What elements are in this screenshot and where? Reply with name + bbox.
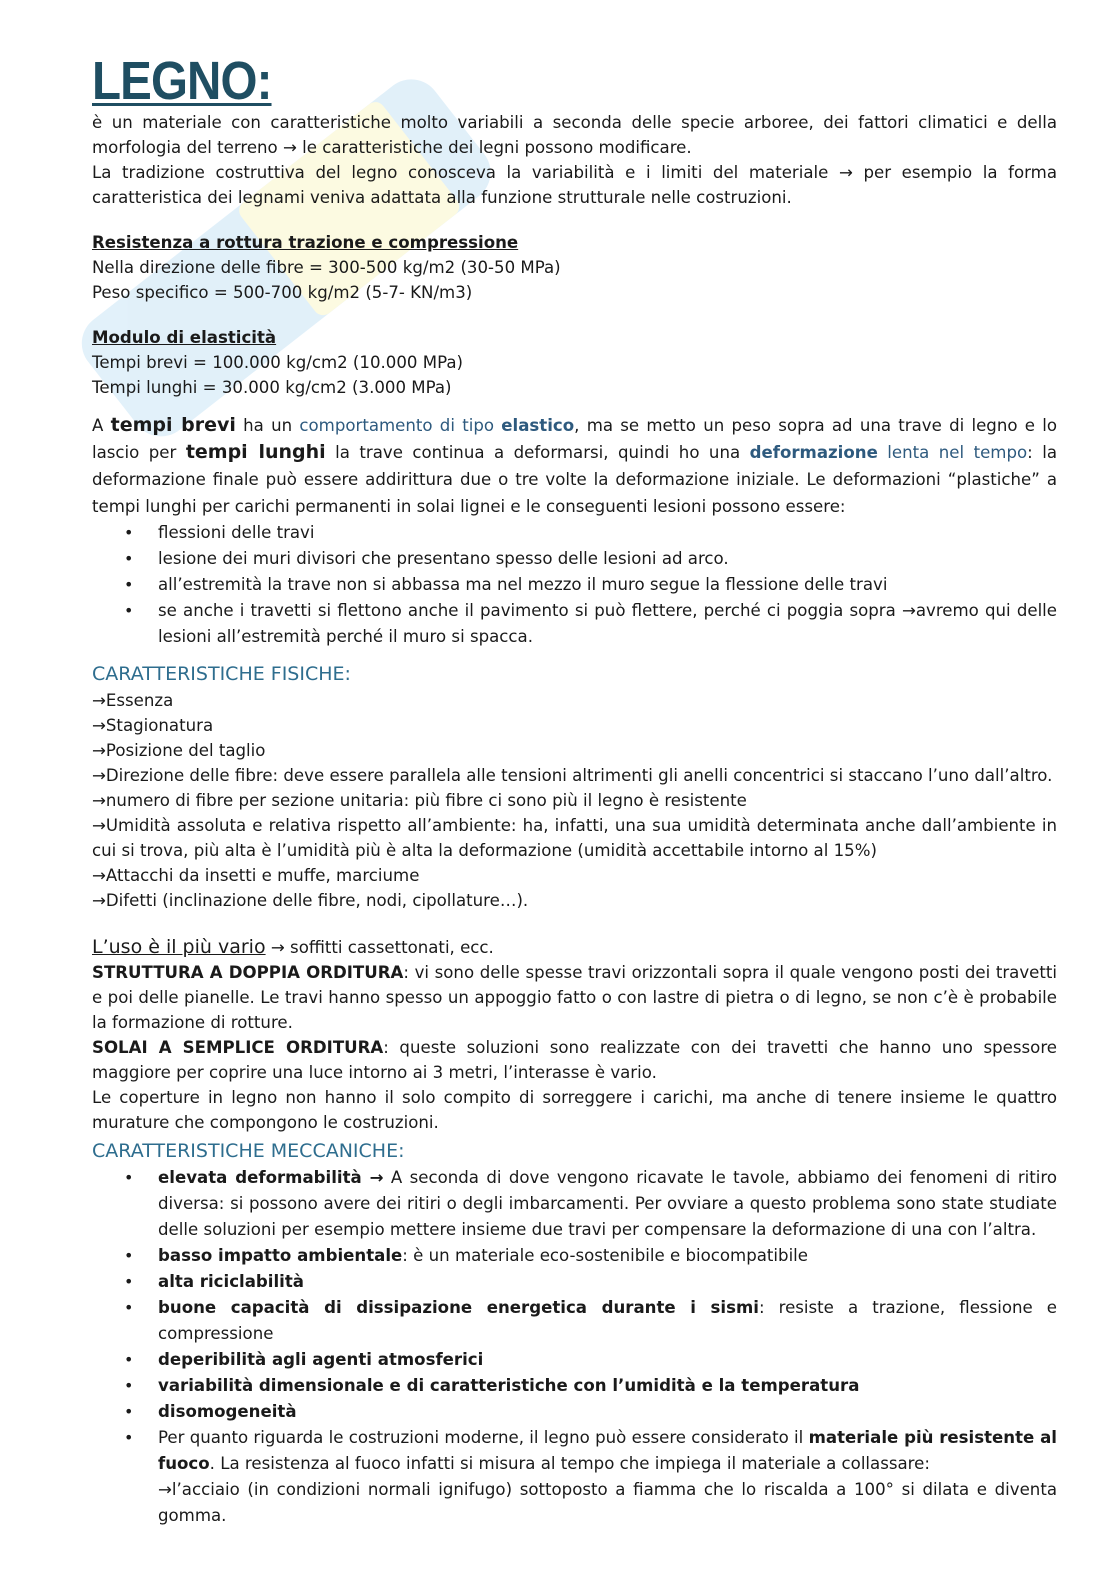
intro-paragraph-2: La tradizione costruttiva del legno conosceva la variabilità e i limiti del materiale → per esempio la forma caratteristica dei legnami veniva adattata alla funzione strutturale nelle costruzioni.	[92, 163, 1057, 207]
modulo-line: Tempi lunghi = 30.000 kg/cm2 (3.000 MPa)	[92, 378, 452, 397]
list-item: →Difetti (inclinazione delle fibre, nodi, cipollature…).	[92, 891, 529, 910]
resistenza-line: Nella direzione delle fibre = 300-500 kg/m2 (30-50 MPa)	[92, 258, 561, 277]
list-item: • alta riciclabilità	[158, 1269, 1057, 1295]
fisiche-list	[92, 688, 1057, 913]
list-item: • se anche i travetti si flettono anche il pavimento si può flettere, perché ci poggia sopra →avremo qui delle lesioni all’estremità perché il muro si spacca.	[158, 598, 1057, 650]
list-item: →numero di fibre per sezione unitaria: più fibre ci sono più il legno è resistente	[92, 791, 747, 810]
modulo-heading: Modulo di elasticità	[92, 328, 277, 347]
doppia-orditura-paragraph: STRUTTURA A DOPPIA ORDITURA: vi sono delle spesse travi orizzontali sopra il quale vengono posti dei travetti e poi delle pianelle. Le travi hanno spesso un appoggio fatto o con lastre di pietra o di legno, se non c’è è probabile la formazione di rotture.	[92, 963, 1057, 1032]
list-item: →Umidità assoluta e relativa rispetto all’ambiente: ha, infatti, una sua umidità determinata anche dall’ambiente in cui si trova, più alta è l’umidità più è alta la deformazione (umidità accettabile intorno al 15%)	[92, 816, 1057, 860]
list-item: • deperibilità agli agenti atmosferici	[158, 1347, 1057, 1373]
resistenza-line: Peso specifico = 500-700 kg/m2 (5-7- KN/m3)	[92, 283, 473, 302]
meccaniche-list	[92, 1165, 1057, 1529]
list-item: • Per quanto riguarda le costruzioni moderne, il legno può essere considerato il materiale più resistente al fuoco. La resistenza al fuoco infatti si misura al tempo che impiega il materiale a collassare: →l’acciaio (in condizioni normali ignifugo) sottoposto a fiamma che lo riscalda a 100° si dilata e diventa gomma.	[158, 1425, 1057, 1529]
list-item: • variabilità dimensionale e di caratteristiche con l’umidità e la temperatura	[158, 1373, 1057, 1399]
list-item: • disomogeneità	[158, 1399, 1057, 1425]
list-item: • lesione dei muri divisori che presentano spesso delle lesioni ad arco.	[158, 546, 1057, 572]
resistenza-heading: Resistenza a rottura trazione e compressione	[92, 233, 519, 252]
meccaniche-heading: CARATTERISTICHE MECCANICHE:	[92, 1140, 405, 1162]
page-title: LEGNO:	[92, 51, 272, 111]
tempi-paragraph: A tempi brevi ha un comportamento di tipo elastico, ma se metto un peso sopra ad una trave di legno e lo lascio per tempi lunghi la trave continua a deformarsi, quindi ho una deformazione lenta nel tempo: la deformazione finale può essere addirittura due o tre volte la deformazione iniziale. Le deformazioni “plastiche” a tempi lunghi per carichi permanenti in solai lignei e le conseguenti lesioni possono essere:	[92, 414, 1057, 516]
list-item: →Attacchi da insetti e muffe, marciume	[92, 866, 420, 885]
uso-label: L’uso è il più vario	[92, 936, 266, 958]
list-item: →Posizione del taglio	[92, 741, 266, 760]
list-item: • basso impatto ambientale: è un materiale eco-sostenibile e biocompatibile	[158, 1243, 1057, 1269]
lesioni-list	[92, 520, 1057, 650]
uso-rest: → soffitti cassettonati, ecc.	[270, 938, 494, 957]
list-item: • all’estremità la trave non si abbassa ma nel mezzo il muro segue la flessione delle travi	[158, 572, 1057, 598]
list-item: →Essenza	[92, 691, 174, 710]
uso-line	[92, 935, 1057, 960]
list-item: • buone capacità di dissipazione energetica durante i sismi: resiste a trazione, flessione e compressione	[158, 1295, 1057, 1347]
list-item: →Stagionatura	[92, 716, 214, 735]
modulo-line: Tempi brevi = 100.000 kg/cm2 (10.000 MPa)	[92, 353, 463, 372]
coperture-paragraph: Le coperture in legno non hanno il solo compito di sorreggere i carichi, ma anche di tenere insieme le quattro murature che compongono le costruzioni.	[92, 1088, 1057, 1132]
list-item: →Direzione delle fibre: deve essere parallela alle tensioni altrimenti gli anelli concentrici si staccano l’uno dall’altro.	[92, 766, 1053, 785]
fisiche-heading: CARATTERISTICHE FISICHE:	[92, 663, 351, 685]
list-item: • elevata deformabilità → A seconda di dove vengono ricavate le tavole, abbiamo dei fenomeni di ritiro diversa: si possono avere dei ritiri o degli imbarcamenti. Per ovviare a questo problema sono state studiate delle soluzioni per esempio mettere insieme due travi per compensare la deformazione di una con l’altra.	[158, 1165, 1057, 1243]
document-page	[92, 52, 1057, 1529]
list-item: • flessioni delle travi	[158, 520, 1057, 546]
intro-paragraph-1: è un materiale con caratteristiche molto variabili a seconda delle specie arboree, dei fattori climatici e della morfologia del terreno → le caratteristiche dei legni possono modificare.	[92, 113, 1057, 157]
semplice-orditura-paragraph: SOLAI A SEMPLICE ORDITURA: queste soluzioni sono realizzate con dei travetti che hanno uno spessore maggiore per coprire una luce intorno ai 3 metri, l’interasse è vario.	[92, 1038, 1058, 1082]
